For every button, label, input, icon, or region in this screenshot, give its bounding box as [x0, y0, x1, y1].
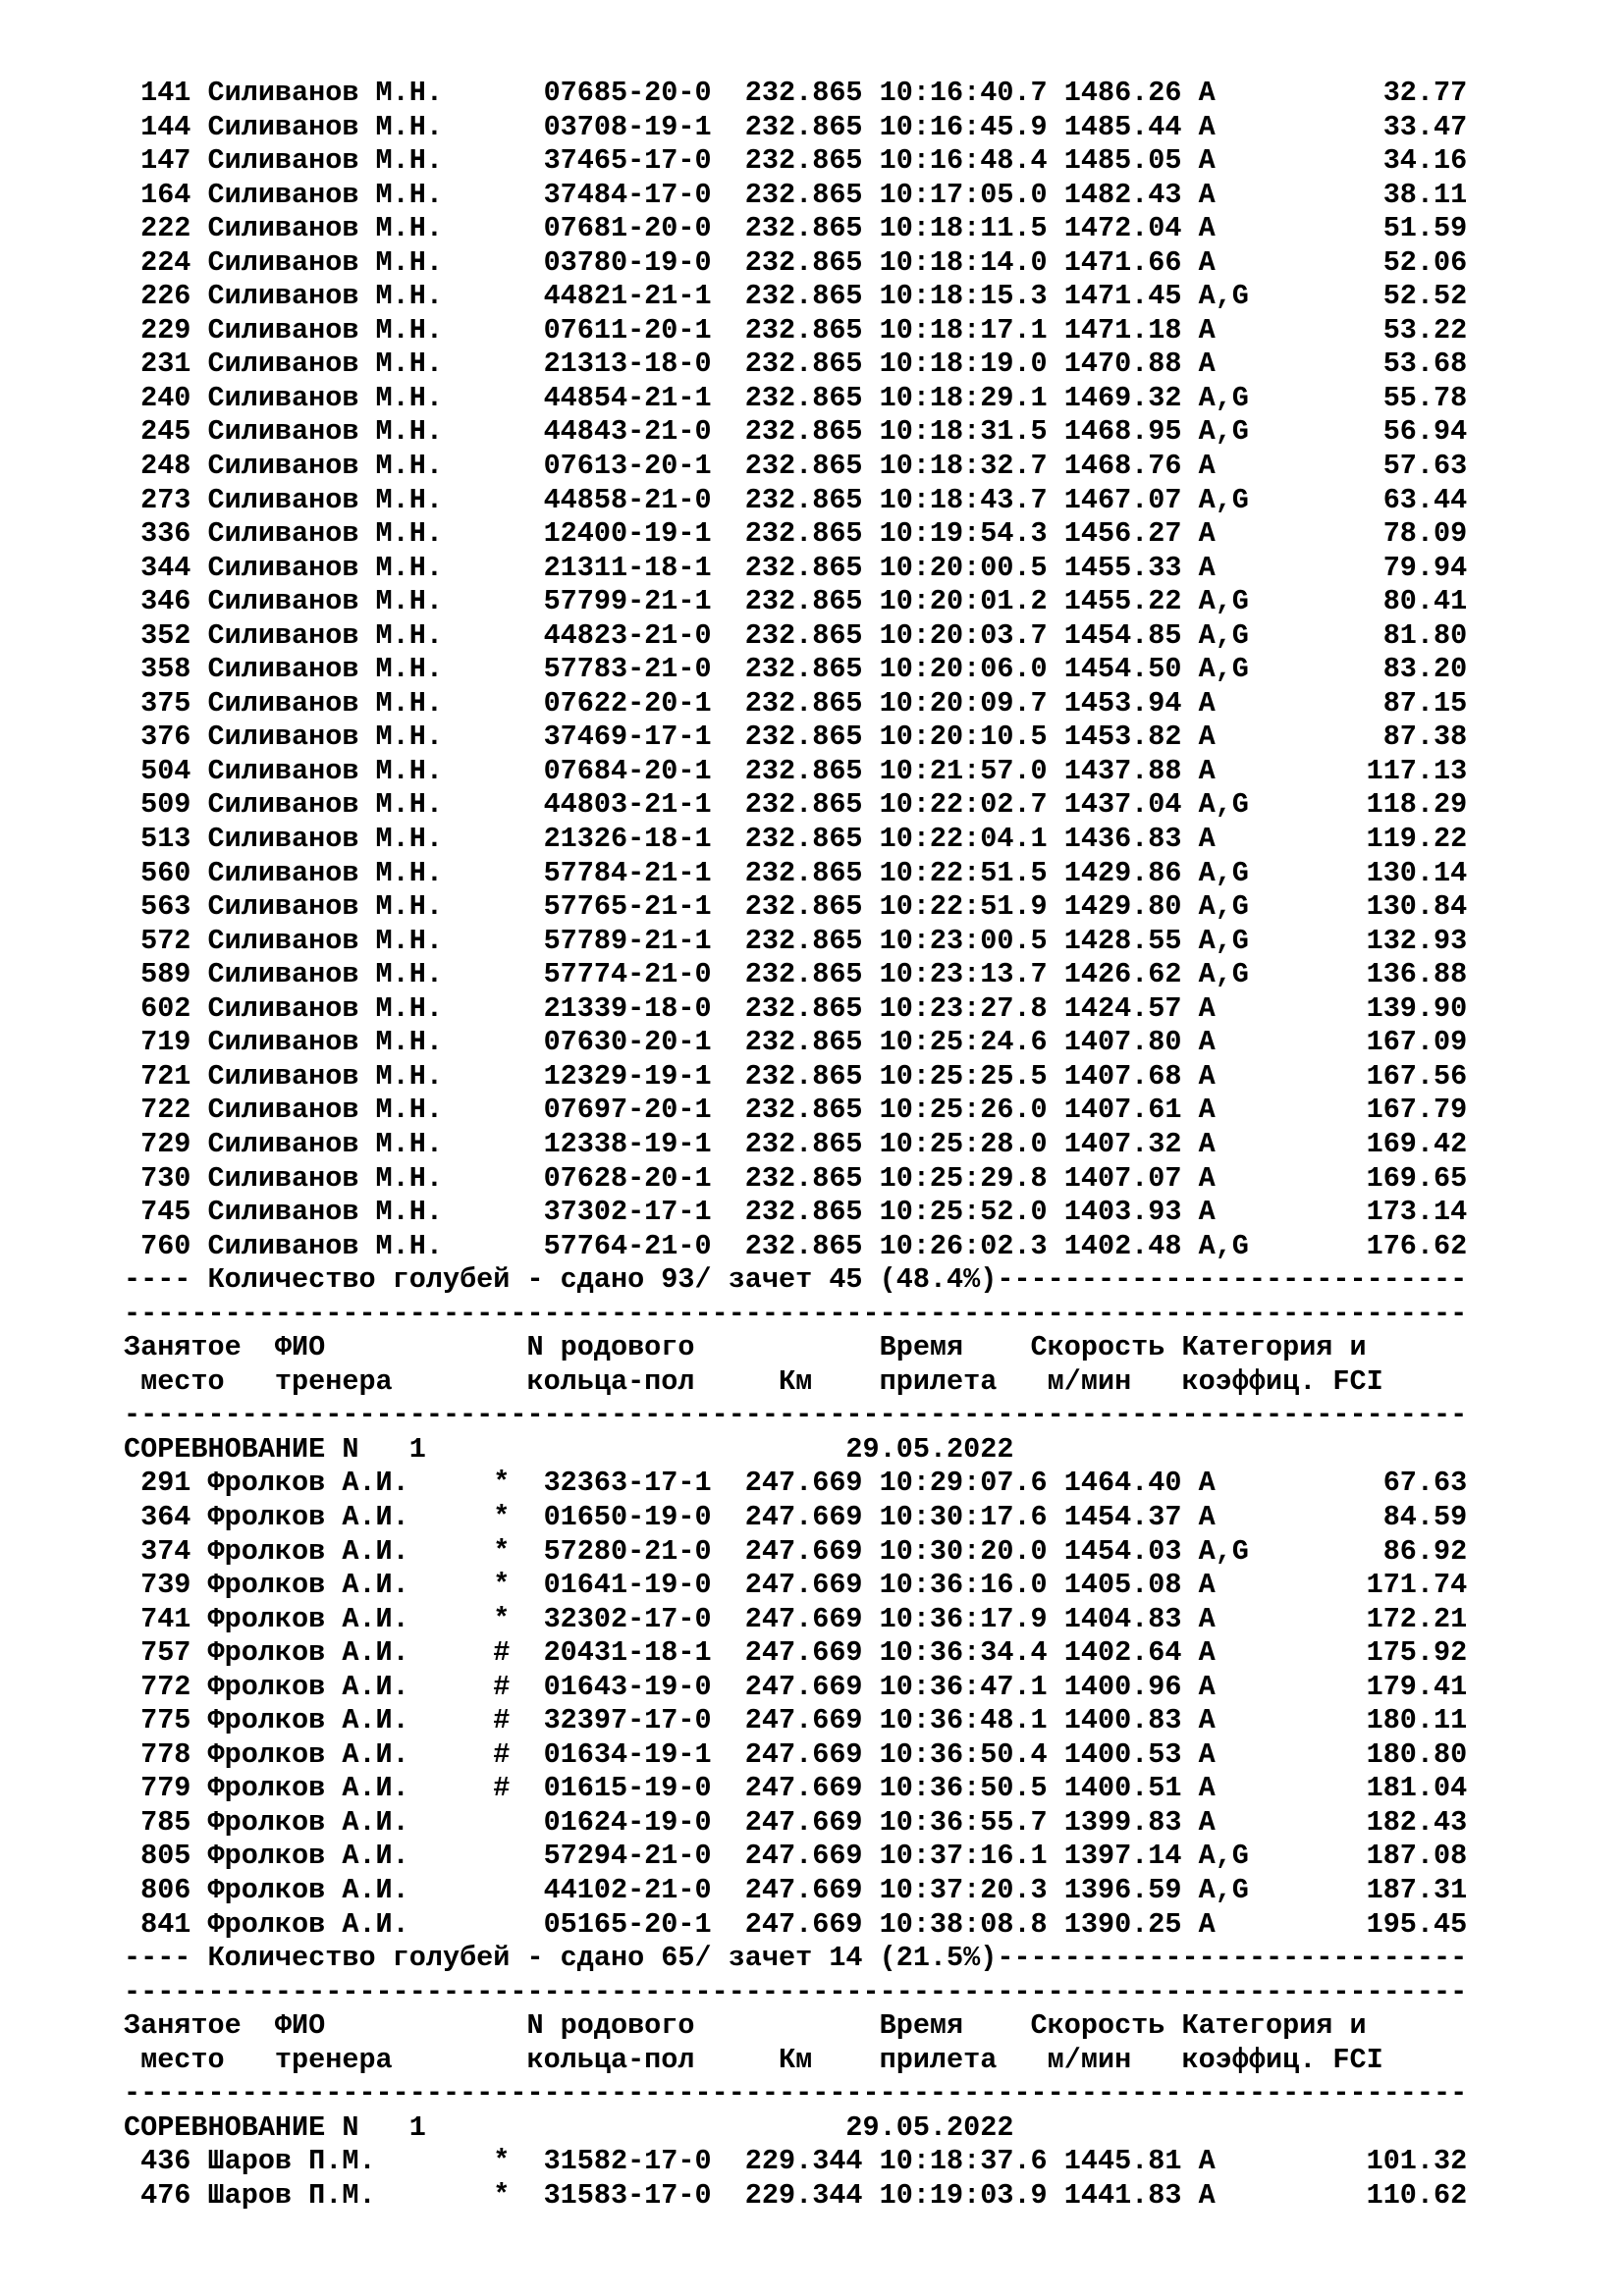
column-header-line: место тренера кольца-пол Км прилета м/мин коэффиц. FCI — [124, 1364, 1383, 1398]
competition-line: СОРЕВНОВАНИЕ N 1 29.05.2022 — [124, 1432, 1014, 1466]
result-row: 436 Шаров П.М. * 31582-17-0 229.344 10:18:37.6 1445.81 A 101.32 — [124, 2145, 1468, 2178]
result-row: 273 Силиванов М.Н. 44858-21-0 232.865 10:18:43.7 1467.07 A,G 63.44 — [124, 483, 1468, 516]
result-row: 374 Фролков А.И. * 57280-21-0 247.669 10:30:20.0 1454.03 A,G 86.92 — [124, 1534, 1468, 1568]
separator-line: -------------------------------------------------------------------------------- — [124, 1975, 1468, 2008]
result-row: 757 Фролков А.И. # 20431-18-1 247.669 10:36:34.4 1402.64 A 175.92 — [124, 1636, 1468, 1670]
result-row: 841 Фролков А.И. 05165-20-1 247.669 10:38:08.8 1390.25 A 195.45 — [124, 1907, 1468, 1941]
separator-line: -------------------------------------------------------------------------------- — [124, 1399, 1468, 1432]
result-row: 805 Фролков А.И. 57294-21-0 247.669 10:37:16.1 1397.14 A,G 187.08 — [124, 1840, 1468, 1873]
result-row: 248 Силиванов М.Н. 07613-20-1 232.865 10:18:32.7 1468.76 A 57.63 — [124, 450, 1468, 483]
result-row: 775 Фролков А.И. # 32397-17-0 247.669 10:36:48.1 1400.83 A 180.11 — [124, 1704, 1468, 1737]
result-row: 164 Силиванов М.Н. 37484-17-0 232.865 10:17:05.0 1482.43 A 38.11 — [124, 178, 1468, 211]
result-row: 336 Силиванов М.Н. 12400-19-1 232.865 10:19:54.3 1456.27 A 78.09 — [124, 517, 1468, 551]
result-row: 778 Фролков А.И. # 01634-19-1 247.669 10:36:50.4 1400.53 A 180.80 — [124, 1737, 1468, 1771]
column-header-line: место тренера кольца-пол Км прилета м/мин коэффиц. FCI — [124, 2043, 1383, 2076]
result-row: 563 Силиванов М.Н. 57765-21-1 232.865 10:22:51.9 1429.80 A,G 130.84 — [124, 890, 1468, 924]
result-row: 589 Силиванов М.Н. 57774-21-0 232.865 10:23:13.7 1426.62 A,G 136.88 — [124, 958, 1468, 991]
result-row: 729 Силиванов М.Н. 12338-19-1 232.865 10:25:28.0 1407.32 A 169.42 — [124, 1127, 1468, 1160]
column-header-line: Занятое ФИО N родового Время Скорость Категория и — [124, 2009, 1367, 2043]
result-row: 785 Фролков А.И. 01624-19-0 247.669 10:36:55.7 1399.83 A 182.43 — [124, 1805, 1468, 1839]
result-row: 358 Силиванов М.Н. 57783-21-0 232.865 10:20:06.0 1454.50 A,G 83.20 — [124, 653, 1468, 686]
result-row: 344 Силиванов М.Н. 21311-18-1 232.865 10:20:00.5 1455.33 A 79.94 — [124, 551, 1468, 584]
result-row: 226 Силиванов М.Н. 44821-21-1 232.865 10:18:15.3 1471.45 A,G 52.52 — [124, 280, 1468, 313]
result-row: 513 Силиванов М.Н. 21326-18-1 232.865 10:22:04.1 1436.83 A 119.22 — [124, 823, 1468, 856]
result-row: 741 Фролков А.И. * 32302-17-0 247.669 10:36:17.9 1404.83 A 172.21 — [124, 1602, 1468, 1635]
result-row: 240 Силиванов М.Н. 44854-21-1 232.865 10:18:29.1 1469.32 A,G 55.78 — [124, 381, 1468, 414]
result-row: 572 Силиванов М.Н. 57789-21-1 232.865 10:23:00.5 1428.55 A,G 132.93 — [124, 924, 1468, 957]
result-row: 476 Шаров П.М. * 31583-17-0 229.344 10:19:03.9 1441.83 A 110.62 — [124, 2178, 1468, 2212]
results-document — [124, 77, 1616, 2213]
result-row: 719 Силиванов М.Н. 07630-20-1 232.865 10:25:24.6 1407.80 A 167.09 — [124, 1026, 1468, 1059]
competition-line: СОРЕВНОВАНИЕ N 1 29.05.2022 — [124, 2110, 1014, 2144]
result-row: 772 Фролков А.И. # 01643-19-0 247.669 10:36:47.1 1400.96 A 179.41 — [124, 1670, 1468, 1703]
result-row: 722 Силиванов М.Н. 07697-20-1 232.865 10:25:26.0 1407.61 A 167.79 — [124, 1094, 1468, 1127]
summary-line: ---- Количество голубей - сдано 93/ зачет 45 (48.4%)---------------------------- — [124, 1263, 1468, 1297]
result-row: 730 Силиванов М.Н. 07628-20-1 232.865 10:25:29.8 1407.07 A 169.65 — [124, 1161, 1468, 1195]
result-row: 721 Силиванов М.Н. 12329-19-1 232.865 10:25:25.5 1407.68 A 167.56 — [124, 1059, 1468, 1093]
result-row: 739 Фролков А.И. * 01641-19-0 247.669 10:36:16.0 1405.08 A 171.74 — [124, 1569, 1468, 1602]
result-row: 346 Силиванов М.Н. 57799-21-1 232.865 10:20:01.2 1455.22 A,G 80.41 — [124, 585, 1468, 618]
result-row: 245 Силиванов М.Н. 44843-21-0 232.865 10:18:31.5 1468.95 A,G 56.94 — [124, 415, 1468, 449]
result-row: 509 Силиванов М.Н. 44803-21-1 232.865 10:22:02.7 1437.04 A,G 118.29 — [124, 788, 1468, 822]
result-row: 760 Силиванов М.Н. 57764-21-0 232.865 10:26:02.3 1402.48 A,G 176.62 — [124, 1229, 1468, 1262]
separator-line: -------------------------------------------------------------------------------- — [124, 1297, 1468, 1330]
separator-line: -------------------------------------------------------------------------------- — [124, 2077, 1468, 2110]
result-row: 504 Силиванов М.Н. 07684-20-1 232.865 10:21:57.0 1437.88 A 117.13 — [124, 754, 1468, 787]
result-row: 806 Фролков А.И. 44102-21-0 247.669 10:37:20.3 1396.59 A,G 187.31 — [124, 1873, 1468, 1906]
summary-line: ---- Количество голубей - сдано 65/ зачет 14 (21.5%)---------------------------- — [124, 1942, 1468, 1975]
column-header-line: Занятое ФИО N родового Время Скорость Категория и — [124, 1331, 1367, 1364]
result-row: 222 Силиванов М.Н. 07681-20-0 232.865 10:18:11.5 1472.04 A 51.59 — [124, 212, 1468, 245]
result-row: 375 Силиванов М.Н. 07622-20-1 232.865 10:20:09.7 1453.94 A 87.15 — [124, 686, 1468, 720]
result-row: 779 Фролков А.И. # 01615-19-0 247.669 10:36:50.5 1400.51 A 181.04 — [124, 1772, 1468, 1805]
result-row: 144 Силиванов М.Н. 03708-19-1 232.865 10:16:45.9 1485.44 A 33.47 — [124, 110, 1468, 143]
result-row: 376 Силиванов М.Н. 37469-17-1 232.865 10:20:10.5 1453.82 A 87.38 — [124, 721, 1468, 754]
result-row: 229 Силиванов М.Н. 07611-20-1 232.865 10:18:17.1 1471.18 A 53.22 — [124, 313, 1468, 347]
result-row: 352 Силиванов М.Н. 44823-21-0 232.865 10:20:03.7 1454.85 A,G 81.80 — [124, 618, 1468, 652]
result-row: 364 Фролков А.И. * 01650-19-0 247.669 10:30:17.6 1454.37 A 84.59 — [124, 1500, 1468, 1533]
result-row: 602 Силиванов М.Н. 21339-18-0 232.865 10:23:27.8 1424.57 A 139.90 — [124, 991, 1468, 1025]
result-row: 147 Силиванов М.Н. 37465-17-0 232.865 10:16:48.4 1485.05 A 34.16 — [124, 144, 1468, 178]
result-row: 291 Фролков А.И. * 32363-17-1 247.669 10:29:07.6 1464.40 A 67.63 — [124, 1467, 1468, 1500]
result-row: 141 Силиванов М.Н. 07685-20-0 232.865 10:16:40.7 1486.26 A 32.77 — [124, 77, 1468, 109]
result-row: 224 Силиванов М.Н. 03780-19-0 232.865 10:18:14.0 1471.66 A 52.06 — [124, 245, 1468, 279]
result-row: 231 Силиванов М.Н. 21313-18-0 232.865 10:18:19.0 1470.88 A 53.68 — [124, 347, 1468, 381]
result-row: 560 Силиванов М.Н. 57784-21-1 232.865 10:22:51.5 1429.86 A,G 130.14 — [124, 856, 1468, 889]
result-row: 745 Силиванов М.Н. 37302-17-1 232.865 10:25:52.0 1403.93 A 173.14 — [124, 1196, 1468, 1229]
